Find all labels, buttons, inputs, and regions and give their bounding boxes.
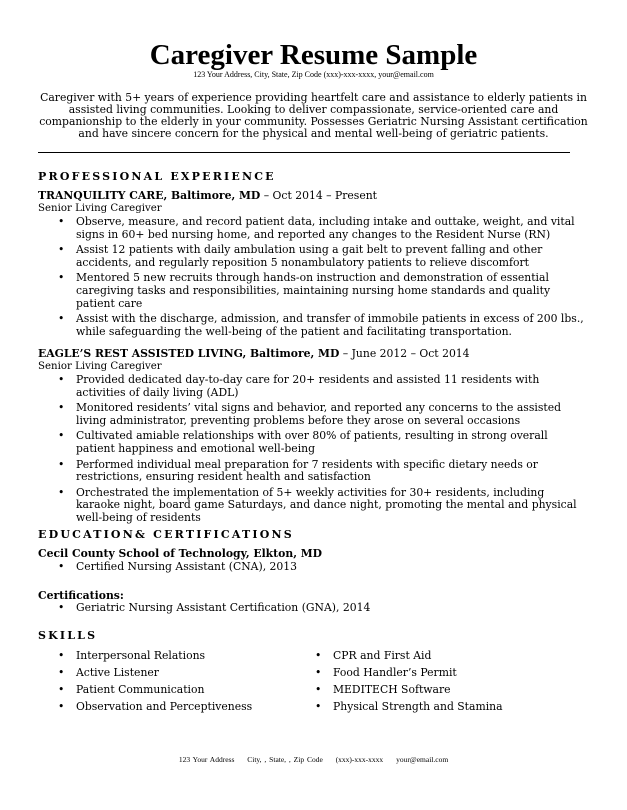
bullet-glyph: • [58,700,65,713]
list-item [58,561,588,574]
skill-text: Observation and Perceptiveness [76,700,253,713]
bullet-glyph: • [58,373,65,386]
section-heading-education: EDUCATION& CERTIFICATIONS [38,528,294,541]
bullet-glyph: • [58,429,65,443]
bullet-glyph: • [315,683,322,696]
bullet-text: Performed individual meal preparation for 7 residents with specific dietary needs or restrictions, ensuring resident health and satisfaction [76,457,538,484]
skill-text: CPR and First Aid [333,649,432,662]
list-item [58,402,588,427]
footer-phone: (xxx)-xxx-xxxx [335,755,384,764]
bullet-text: Provided dedicated day-to-day care for 20+ residents and assisted 11 residents with activities of daily living (ADL) [76,373,540,399]
footer-contact [0,755,627,764]
certifications-heading: Certifications: [38,589,124,602]
contact-line: 123 Your Address, City, State, Zip Code (xxx)-xxx-xxxx, your@email.com [193,70,434,79]
job-role: Senior Living Caregiver [38,361,162,372]
school-name: Cecil County School of Technology, Elkton, MD [38,547,323,560]
skills-right-column [315,647,585,715]
skill-text: Physical Strength and Stamina [333,700,503,713]
job-title-line [38,189,377,202]
list-item [315,698,585,715]
skill-text: MEDITECH Software [333,683,451,696]
bullet-text: Certified Nursing Assistant (CNA), 2013 [76,560,298,573]
job-employer: EAGLE’S REST ASSISTED LIVING, Baltimore, MD [38,347,340,360]
cert-items [58,602,588,618]
bullet-text: Geriatric Nursing Assistant Certification (GNA), 2014 [76,601,371,614]
list-item [315,664,585,681]
bullet-glyph: • [58,243,65,257]
list-item [315,647,585,664]
bullet-glyph: • [58,215,65,228]
bullet-glyph: • [315,666,322,679]
list-item [58,272,588,310]
bullet-glyph: • [315,700,322,713]
list-item [58,487,588,525]
list-item [58,374,588,399]
list-item [315,681,585,698]
list-item [58,430,588,455]
list-item [58,459,588,484]
job-bullets [58,216,588,341]
list-item [58,647,308,664]
skill-text: Patient Communication [76,683,205,696]
bullet-glyph: • [58,601,65,614]
list-item [58,698,308,715]
bullet-text: Assist 12 patients with daily ambulation using a gait belt to prevent falling and other accidents, and regularly reposition 5 nonambulatory patients to relieve discomfort [76,243,543,269]
bullet-glyph: • [58,312,65,326]
list-item [58,664,308,681]
bullet-glyph: • [58,560,65,573]
section-heading-experience: PROFESSIONAL EXPERIENCE [38,170,276,183]
list-item [58,216,588,241]
bullet-glyph: • [58,666,65,679]
job-role: Senior Living Caregiver [38,203,162,214]
list-item [58,313,588,338]
bullet-glyph: • [58,649,65,662]
job-dates: – Oct 2014 – Present [260,189,378,202]
section-heading-skills: SKILLS [38,629,98,642]
skill-text: Food Handler’s Permit [333,666,457,679]
list-item [58,602,588,615]
bullet-text: Cultivated amiable relationships with over 80% of patients, resulting in strong overall patient happiness and emotional well-being [76,429,548,455]
bullet-text: Mentored 5 new recruits through hands-on instruction and demonstration of essential caregiving tasks and responsibilities, maintaining nursing home standards and quality patient care [76,271,551,310]
footer-email: your@email.com [396,755,449,764]
skill-text: Interpersonal Relations [76,649,206,662]
list-item [58,244,588,269]
job-title-line [38,347,470,360]
bullet-glyph: • [58,683,65,696]
bullet-text: Observe, measure, and record patient data, including intake and outtake, weight, and vital signs in 60+ bed nursing home, and reported any changes to the Resident Nurse (RN) [76,215,575,241]
school-items [58,561,588,577]
bullet-glyph: • [58,271,65,285]
skill-text: Active Listener [76,666,159,679]
bullet-glyph: • [315,649,322,662]
bullet-text: Assist with the discharge, admission, and transfer of immobile patients in excess of 200 lbs., while safeguarding the well-being of the patient and facilitating transportation. [76,312,584,338]
header-divider [38,152,570,153]
resume-title: Caregiver Resume Sample [149,39,478,71]
footer-address: 123 Your Address [178,755,235,764]
list-item [58,681,308,698]
bullet-text: Orchestrated the implementation of 5+ weekly activities for 30+ residents, including karaoke night, board game Saturdays, and dance night, promoting the mental and physical well-being of residents [76,485,577,524]
bullet-glyph: • [58,457,65,471]
bullet-text: Monitored residents’ vital signs and behavior, and reported any concerns to the assisted living administrator, preventing problems before they arose on several occasions [76,401,562,427]
job-employer: TRANQUILITY CARE, Baltimore, MD [38,189,261,202]
job-bullets [58,374,588,528]
summary-paragraph: Caregiver with 5+ years of experience providing heartfelt care and assistance to elderly patients in assisted living communities. Looking to deliver compassionate, service-oriented care and companionship to the elderly in your community. Possesses Geriatric Nursing Assistant certification and have sincere concern for the physical and mental well-being of geriatric patients. [39,91,588,140]
bullet-glyph: • [58,485,65,499]
bullet-glyph: • [58,401,65,415]
footer-city: City, , State, , Zip Code [247,755,323,764]
job-dates: – June 2012 – Oct 2014 [339,347,470,360]
skills-left-column [58,647,308,715]
